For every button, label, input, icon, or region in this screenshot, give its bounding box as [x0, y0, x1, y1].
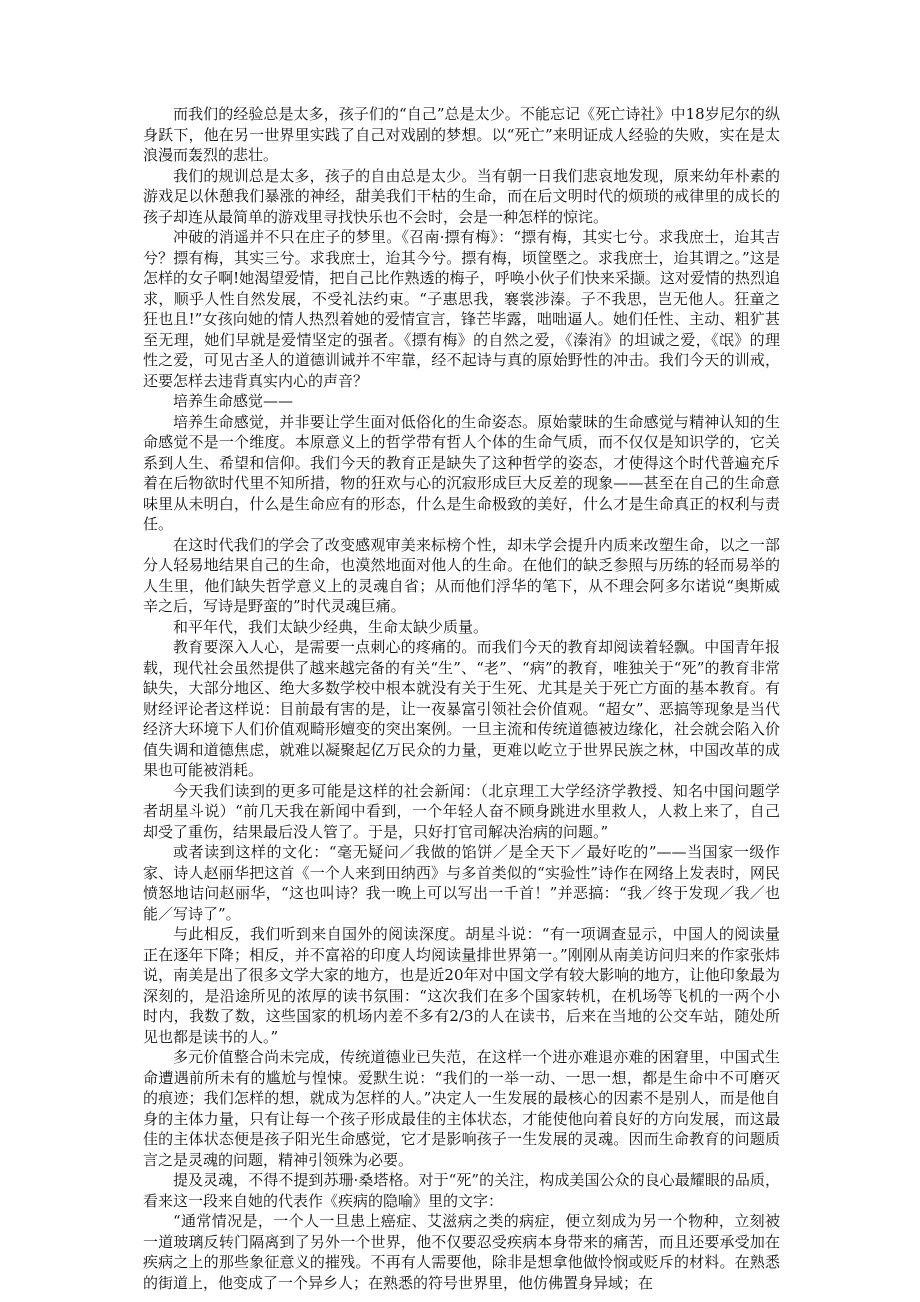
paragraph-11: 与此相反，我们听到来自国外的阅读深度。胡星斗说：“有一项调查显示，中国人的阅读量正在逐年下降；相反，并不富裕的印度人均阅读量排世界第一。”刚刚从南美访问归来的作家张炜说，南美是出了很多文学大家的地方，也是近20年对中国文学有较大影响的地方，让他印象最为深刻的，是沿途所见的浓厚的读书氛围：“这次我们在多个国家转机，在机场等飞机的一两个小时内，我数了数，这些国家的机场内差不多有2/3的人在读书，后来在当地的公交车站，随处所见也都是读书的人。”: [143, 925, 780, 1046]
paragraph-5: 培养生命感觉，并非要让学生面对低俗化的生命姿态。原始蒙昧的生命感觉与精神认知的生命感觉不是一个维度。本原意义上的哲学带有哲人个体的生命气质，而不仅仅是知识学的，它关系到人生、希望和信仰。我们今天的教育正是缺失了这种哲学的姿态，才使得这个时代普遍充斥着在后物欲时代里不知所措，物的狂欢与心的沉寂形成巨大反差的现象——甚至在自己的生命意味里从未明白，什么是生命应有的形态，什么是生命极致的美好，什么才是生命真正的权利与责任。: [143, 412, 780, 533]
paragraph-8: 教育要深入人心，是需要一点刺心的疼痛的。而我们今天的教育却阅读着轻飘。中国青年报载，现代社会虽然提供了越来越完备的有关“生”、“老”、“病”的教育，唯独关于“死”的教育非常缺失，大部分地区、绝大多数学校中根本就没有关于生死、尤其是关于死亡方面的基本教育。有财经评论者这样说：目前最有害的是，让一夜暴富引领社会价值观。“超女”、恶搞等现象是当代经济大环境下人们价值观畸形嬗变的突出案例。一旦主流和传统道德被边缘化，社会就会陷入价值失调和道德焦虑，就难以凝聚起亿万民众的力量，更难以屹立于世界民族之林，中国改革的成果也可能被消耗。: [143, 638, 780, 779]
paragraph-2: 我们的规训总是太多，孩子的自由总是太少。当有朝一日我们悲哀地发现，原来幼年朴素的游戏足以休憩我们暴涨的神经，甜美我们干枯的生命，而在后文明时代的烦琐的戒律里的成长的孩子却连从最简单的游戏里寻找快乐也不会时，会是一种怎样的惊诧。: [143, 166, 780, 226]
paragraph-13: 提及灵魂，不得不提到苏珊·桑塔格。对于“死”的关注，构成美国公众的良心最耀眼的品质，看来这一段来自她的代表作《疾病的隐喻》里的文字：: [143, 1171, 780, 1210]
paragraph-12: 多元价值整合尚未完成，传统道德业已失范，在这样一个进亦难退亦难的困窘里，中国式生命遭遇前所未有的尴尬与惶悚。爱默生说：“我们的一举一动、一思一想，都是生命中不可磨灭的痕迹；我们怎样的想，就成为怎样的人。”决定人一生发展的最核心的因素不是别人，而是他自身的主体力量，只有让每一个孩子形成最佳的主体状态，才能使他向着良好的方向发展，而这最佳的主体状态便是孩子阳光生命感觉，它才是影响孩子一生发展的灵魂。因而生命教育的问题质言之是灵魂的问题，精神引领殊为必要。: [143, 1048, 780, 1169]
paragraph-6: 在这时代我们的学会了改变感观审美来标榜个性，却未学会提升内质来改塑生命，以之一部分人轻易地结果自己的生命，也漠然地面对他人的生命。在他们的缺乏参照与历练的轻而易举的人生里，他们缺失哲学意义上的灵魂自省；从而他们浮华的笔下，从不理会阿多尔诺说“奥斯威辛之后，写诗是野蛮的”时代灵魂巨痛。: [143, 535, 780, 615]
paragraph-14: “通常情况是，一个人一旦患上癌症、艾滋病之类的病症，便立刻成为另一个物种，立刻被一道玻璃反转门隔离到了另外一个世界，他不仅要忍受疾病本身带来的痛苦，而且还要承受加在疾病之上的那些象征意义的摧残。不再有人需要他，除非是想拿他做怜悯或贬斥的材料。在熟悉的街道上，他变成了一个异乡人；在熟悉的符号世界里，他仿佛置身异域；在: [143, 1212, 780, 1292]
paragraph-1: 而我们的经验总是太多，孩子们的“自己”总是太少。不能忘记《死亡诗社》中18岁尼尔的纵身跃下，他在另一世界里实践了自己对戏剧的梦想。以“死亡”来明证成人经验的失败，实在是太浪漫而轰烈的悲壮。: [143, 105, 780, 164]
paragraph-3: 冲破的消遥并不只在庄子的梦里。《召南·摽有梅》：“摽有梅，其实七兮。求我庶士，迨其吉兮？摽有梅，其实三兮。求我庶士，迨其今兮。摽有梅，顷筐塈之。求我庶士，迨其谓之。”这是怎样的女子啊!她渴望爱情，把自己比作熟透的梅子，呼唤小伙子们快来采撷。这对爱情的热烈追求，顺乎人性自然发展，不受礼法约束。“子惠思我，褰裳涉溱。子不我思，岂无他人。狂童之狂也且!”女孩向她的情人热烈着她的爱情宣言，锋芒毕露，咄咄逼人。她们任性、主动、粗犷甚至无理，她们早就是爱情坚定的强者。《摽有梅》的自然之爱，《溱洧》的坦诚之爱，《氓》的理性之爱，可见古圣人的道德训诫并不牢靠，经不起诗与真的原始野性的冲击。我们今天的训戒，还要怎样去违背真实内心的声音？: [143, 228, 780, 390]
paragraph-9: 今天我们读到的更多可能是这样的社会新闻：（北京理工大学经济学教授、知名中国问题学者胡星斗说）“前几天我在新闻中看到，一个年轻人奋不顾身跳进水里救人，人救上来了，自己却受了重伤，结果最后没人管了。于是，只好打官司解决治病的问题。”: [143, 781, 780, 841]
section-heading: 培养生命感觉——: [173, 392, 294, 410]
paragraph-7: 和平年代，我们太缺少经典，生命太缺少质量。: [173, 617, 489, 636]
paragraph-10: 或者读到这样的文化：“毫无疑问／我做的馅饼／是全天下／最好吃的”——当国家一级作家、诗人赵丽华把这首《一个人来到田纳西》与多首类似的“实验性”诗作在网络上发表时，网民愤怒地诘问赵丽华，“这也叫诗？我一晚上可以写出一千首！”并恶搞：“我／终于发现／我／也能／写诗了”。: [143, 843, 780, 923]
document-body: [143, 104, 780, 1293]
